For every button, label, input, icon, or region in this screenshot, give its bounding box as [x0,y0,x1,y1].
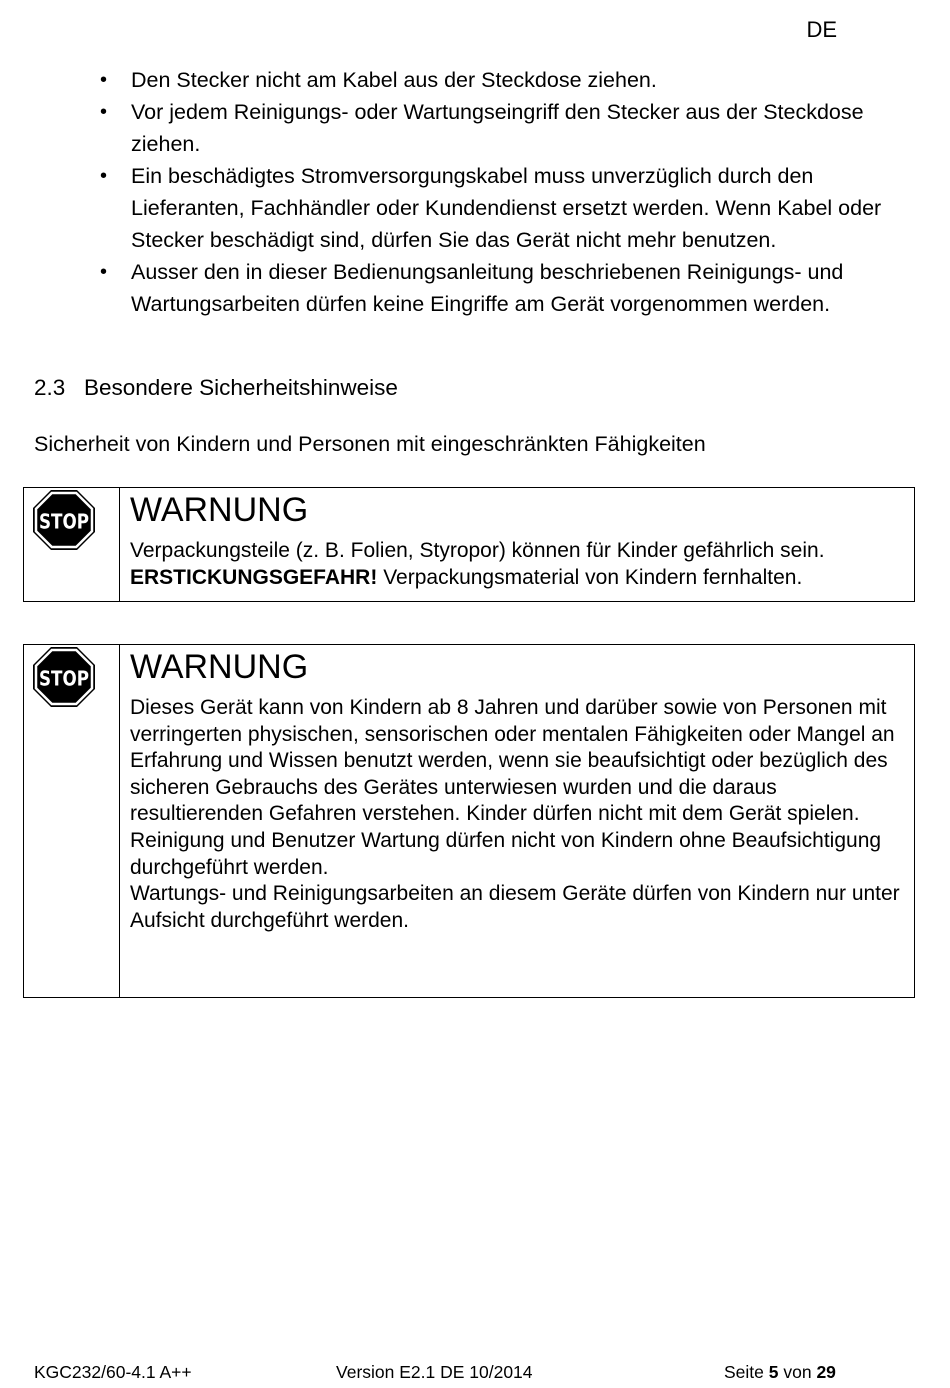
warning-emphasis: ERSTICKUNGSGEFAHR! [130,565,378,589]
section-number: 2.3 [34,375,66,400]
svg-text:STOP: STOP [39,666,89,691]
safety-bullet-list [0,64,950,320]
footer-version: Version E2.1 DE 10/2014 [336,1362,533,1382]
stop-sign-icon [32,646,96,708]
svg-text:STOP: STOP [39,509,89,534]
warning-icon-cell [24,488,120,601]
page-prefix: Seite [724,1362,769,1382]
language-code: DE [806,17,837,42]
warning-content [120,645,914,997]
stop-sign-icon [32,489,96,551]
section-title: Besondere Sicherheitshinweise [84,375,398,400]
warning-box [23,644,915,998]
list-item: • Den Stecker nicht am Kabel aus der Steckdose ziehen. [0,64,950,96]
warning-text [130,695,904,934]
warning-paragraph: Dieses Gerät kann von Kindern ab 8 Jahren und darüber sowie von Personen mit verringerten physischen, sensorischen oder mentalen Fähigkeiten oder Mangel an Erfahrung und Wissen benutzt werden, wenn sie beaufsichtigt oder bezüglich des sicheren Gebrauchs des Gerätes unterwiesen wurden und die daraus resultierenden Gefahren verstehen. Kinder dürfen nicht mit dem Gerät spielen. Reinigung und Benutzer Wartung dürfen nicht von Kindern ohne Beaufsichtigung durchgeführt werden. [130,696,895,879]
warning-line-rest: Verpackungsmaterial von Kindern fernhalten. [377,565,803,589]
warning-title: WARNUNG [130,491,309,529]
footer-page-number [724,1362,836,1383]
warning-title: WARNUNG [130,648,309,686]
list-item: • Ausser den in dieser Bedienungsanleitung beschriebenen Reinigungs- und Wartungsarbeiten dürfen keine Eingriffe am Gerät vorgenommen werden. [0,256,950,320]
warning-line: Verpackungsteile (z. B. Folien, Styropor) können für Kinder gefährlich sein. [130,539,825,562]
list-item: • Vor jedem Reinigungs- oder Wartungseingriff den Stecker aus der Steckdose ziehen. [0,96,950,160]
list-item: • Ein beschädigtes Stromversorgungskabel muss unverzüglich durch den Lieferanten, Fachhändler oder Kundendienst ersetzt werden. Wenn Kabel oder Stecker beschädigt sind, dürfen Sie das Gerät nicht mehr benutzen. [0,160,950,256]
warning-paragraph: Wartungs- und Reinigungsarbeiten an diesem Geräte dürfen von Kindern nur unter Aufsicht durchgeführt werden. [130,882,900,932]
warning-text [130,538,904,591]
warning-icon-cell [24,645,120,997]
warning-box [23,487,915,602]
warning-content [120,488,914,601]
subheading: Sicherheit von Kindern und Personen mit eingeschränkten Fähigkeiten [34,432,706,456]
warning-line [130,565,904,592]
section-heading [34,375,398,401]
page-total: 29 [816,1362,836,1382]
footer-model: KGC232/60-4.1 A++ [34,1362,192,1382]
page-separator: von [778,1362,817,1382]
page-current: 5 [768,1362,779,1382]
